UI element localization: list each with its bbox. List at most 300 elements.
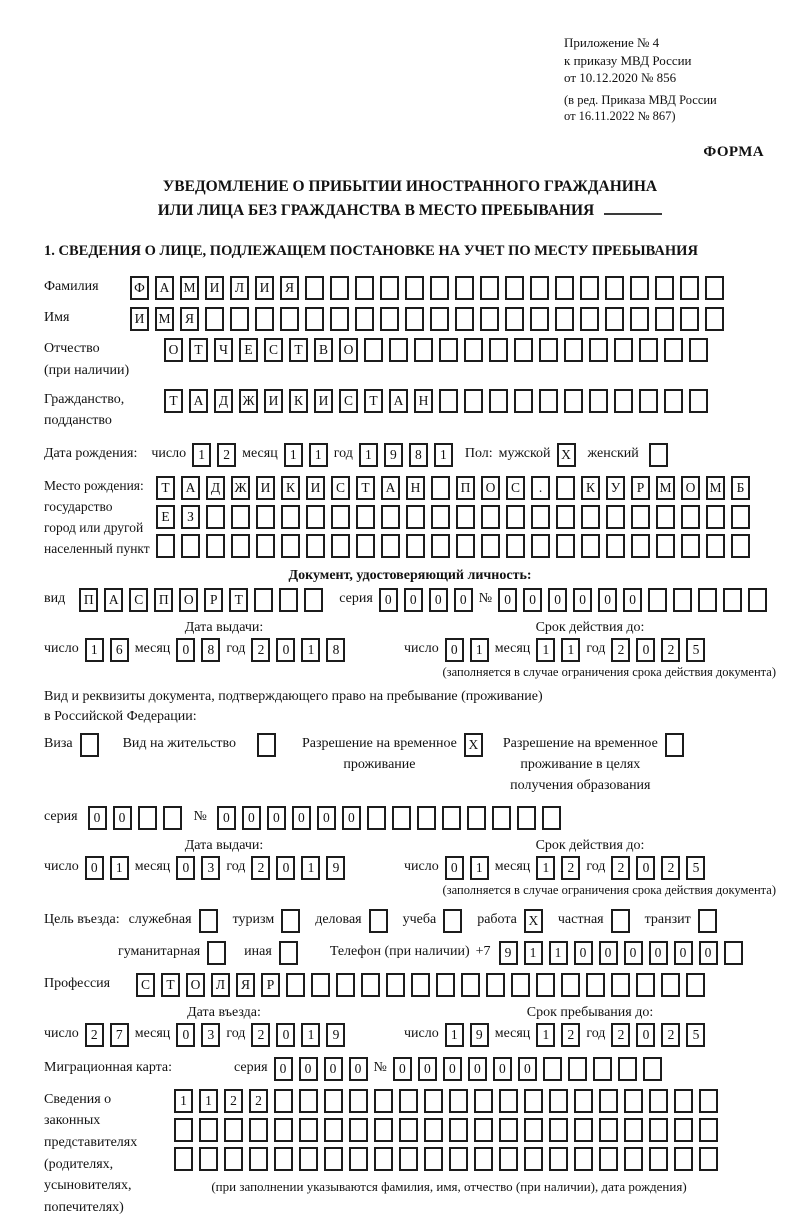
char-box[interactable] bbox=[380, 276, 399, 300]
phone-boxes[interactable] bbox=[499, 941, 749, 965]
char-box[interactable]: К bbox=[289, 389, 308, 413]
permit-issue-day-boxes[interactable] bbox=[85, 856, 135, 880]
char-box[interactable] bbox=[405, 276, 424, 300]
doc-issue-day-boxes[interactable] bbox=[85, 638, 135, 662]
char-box[interactable] bbox=[514, 389, 533, 413]
profession-boxes[interactable] bbox=[136, 973, 711, 997]
char-box[interactable]: К bbox=[581, 476, 600, 500]
char-box[interactable] bbox=[698, 909, 717, 933]
char-box[interactable]: 9 bbox=[326, 856, 345, 880]
char-box[interactable] bbox=[249, 1147, 268, 1171]
char-box[interactable]: П bbox=[456, 476, 475, 500]
char-box[interactable] bbox=[655, 307, 674, 331]
char-box[interactable]: 1 bbox=[359, 443, 378, 467]
char-box[interactable]: 2 bbox=[251, 1023, 270, 1047]
char-box[interactable] bbox=[324, 1089, 343, 1113]
char-box[interactable] bbox=[386, 973, 405, 997]
char-box[interactable] bbox=[467, 806, 486, 830]
doc-valid-month-boxes[interactable] bbox=[536, 638, 586, 662]
char-box[interactable] bbox=[574, 1147, 593, 1171]
char-box[interactable] bbox=[618, 1057, 637, 1081]
char-box[interactable] bbox=[581, 534, 600, 558]
char-box[interactable]: 0 bbox=[404, 588, 423, 612]
char-box[interactable] bbox=[486, 973, 505, 997]
char-box[interactable] bbox=[456, 534, 475, 558]
char-box[interactable] bbox=[699, 1118, 718, 1142]
char-box[interactable] bbox=[605, 307, 624, 331]
legal-rep-boxes-row2[interactable] bbox=[174, 1118, 724, 1142]
char-box[interactable] bbox=[639, 338, 658, 362]
char-box[interactable] bbox=[605, 276, 624, 300]
char-box[interactable]: К bbox=[281, 476, 300, 500]
char-box[interactable]: 0 bbox=[445, 638, 464, 662]
char-box[interactable] bbox=[474, 1118, 493, 1142]
char-box[interactable]: 0 bbox=[217, 806, 236, 830]
char-box[interactable]: Т bbox=[289, 338, 308, 362]
birth-place-boxes-row1[interactable] bbox=[156, 476, 756, 500]
temp-permit-checkbox[interactable] bbox=[464, 733, 489, 757]
char-box[interactable] bbox=[698, 588, 717, 612]
doc-valid-year-boxes[interactable] bbox=[611, 638, 711, 662]
char-box[interactable] bbox=[524, 1118, 543, 1142]
char-box[interactable] bbox=[199, 1118, 218, 1142]
char-box[interactable]: 1 bbox=[470, 856, 489, 880]
char-box[interactable]: У bbox=[606, 476, 625, 500]
char-box[interactable] bbox=[699, 1089, 718, 1113]
char-box[interactable] bbox=[430, 307, 449, 331]
char-box[interactable]: Я bbox=[236, 973, 255, 997]
char-box[interactable] bbox=[564, 338, 583, 362]
char-box[interactable] bbox=[405, 307, 424, 331]
char-box[interactable]: Т bbox=[189, 338, 208, 362]
char-box[interactable]: П bbox=[154, 588, 173, 612]
char-box[interactable] bbox=[499, 1118, 518, 1142]
doc-series-boxes[interactable] bbox=[379, 588, 479, 612]
char-box[interactable]: 0 bbox=[598, 588, 617, 612]
char-box[interactable] bbox=[568, 1057, 587, 1081]
char-box[interactable]: З bbox=[181, 505, 200, 529]
char-box[interactable]: Р bbox=[261, 973, 280, 997]
char-box[interactable]: О bbox=[164, 338, 183, 362]
char-box[interactable]: Т bbox=[161, 973, 180, 997]
char-box[interactable] bbox=[689, 338, 708, 362]
char-box[interactable]: И bbox=[255, 276, 274, 300]
char-box[interactable] bbox=[631, 505, 650, 529]
char-box[interactable]: 2 bbox=[217, 443, 236, 467]
char-box[interactable] bbox=[631, 534, 650, 558]
char-box[interactable] bbox=[349, 1147, 368, 1171]
char-box[interactable]: 0 bbox=[493, 1057, 512, 1081]
char-box[interactable] bbox=[514, 338, 533, 362]
char-box[interactable] bbox=[580, 276, 599, 300]
char-box[interactable] bbox=[356, 505, 375, 529]
char-box[interactable]: 1 bbox=[434, 443, 453, 467]
char-box[interactable]: 0 bbox=[636, 856, 655, 880]
char-box[interactable]: 0 bbox=[324, 1057, 343, 1081]
char-box[interactable]: 2 bbox=[561, 1023, 580, 1047]
char-box[interactable]: 0 bbox=[574, 941, 593, 965]
doc-number-boxes[interactable] bbox=[498, 588, 773, 612]
char-box[interactable] bbox=[624, 1089, 643, 1113]
char-box[interactable] bbox=[649, 443, 668, 467]
char-box[interactable]: 0 bbox=[88, 806, 107, 830]
char-box[interactable]: Я bbox=[180, 307, 199, 331]
char-box[interactable] bbox=[531, 505, 550, 529]
char-box[interactable]: 0 bbox=[623, 588, 642, 612]
char-box[interactable]: 2 bbox=[224, 1089, 243, 1113]
char-box[interactable] bbox=[281, 534, 300, 558]
char-box[interactable] bbox=[206, 505, 225, 529]
char-box[interactable] bbox=[480, 307, 499, 331]
char-box[interactable] bbox=[705, 276, 724, 300]
char-box[interactable] bbox=[705, 307, 724, 331]
char-box[interactable] bbox=[279, 588, 298, 612]
char-box[interactable]: 1 bbox=[561, 638, 580, 662]
char-box[interactable] bbox=[517, 806, 536, 830]
char-box[interactable]: И bbox=[130, 307, 149, 331]
temp-permit-edu-checkbox[interactable] bbox=[665, 733, 690, 757]
char-box[interactable]: Т bbox=[364, 389, 383, 413]
char-box[interactable] bbox=[706, 534, 725, 558]
char-box[interactable] bbox=[536, 973, 555, 997]
char-box[interactable] bbox=[449, 1118, 468, 1142]
birth-place-boxes-row3[interactable] bbox=[156, 534, 756, 558]
char-box[interactable] bbox=[655, 276, 674, 300]
char-box[interactable]: 2 bbox=[611, 856, 630, 880]
char-box[interactable]: 0 bbox=[498, 588, 517, 612]
char-box[interactable] bbox=[256, 534, 275, 558]
purpose-study-checkbox[interactable] bbox=[443, 909, 468, 933]
char-box[interactable]: 0 bbox=[548, 588, 567, 612]
char-box[interactable] bbox=[489, 338, 508, 362]
char-box[interactable]: 0 bbox=[518, 1057, 537, 1081]
char-box[interactable]: 0 bbox=[349, 1057, 368, 1081]
char-box[interactable] bbox=[643, 1057, 662, 1081]
char-box[interactable]: 0 bbox=[636, 638, 655, 662]
char-box[interactable] bbox=[492, 806, 511, 830]
permit-valid-day-boxes[interactable] bbox=[445, 856, 495, 880]
stay-month-boxes[interactable] bbox=[536, 1023, 586, 1047]
char-box[interactable] bbox=[424, 1118, 443, 1142]
char-box[interactable] bbox=[593, 1057, 612, 1081]
char-box[interactable]: А bbox=[381, 476, 400, 500]
char-box[interactable]: М bbox=[656, 476, 675, 500]
purpose-private-checkbox[interactable] bbox=[611, 909, 636, 933]
char-box[interactable]: Л bbox=[230, 276, 249, 300]
char-box[interactable] bbox=[430, 276, 449, 300]
visa-checkbox[interactable] bbox=[80, 733, 105, 757]
char-box[interactable] bbox=[706, 505, 725, 529]
char-box[interactable] bbox=[431, 534, 450, 558]
char-box[interactable]: А bbox=[389, 389, 408, 413]
purpose-official-checkbox[interactable] bbox=[199, 909, 224, 933]
char-box[interactable] bbox=[530, 307, 549, 331]
char-box[interactable] bbox=[480, 276, 499, 300]
char-box[interactable] bbox=[256, 505, 275, 529]
char-box[interactable] bbox=[336, 973, 355, 997]
char-box[interactable] bbox=[674, 1089, 693, 1113]
char-box[interactable]: 2 bbox=[251, 638, 270, 662]
char-box[interactable] bbox=[206, 534, 225, 558]
char-box[interactable] bbox=[599, 1118, 618, 1142]
char-box[interactable] bbox=[305, 307, 324, 331]
char-box[interactable] bbox=[406, 534, 425, 558]
char-box[interactable] bbox=[611, 909, 630, 933]
permit-valid-month-boxes[interactable] bbox=[536, 856, 586, 880]
char-box[interactable]: 1 bbox=[301, 638, 320, 662]
char-box[interactable]: 1 bbox=[536, 1023, 555, 1047]
char-box[interactable]: 0 bbox=[274, 1057, 293, 1081]
char-box[interactable]: Ж bbox=[231, 476, 250, 500]
char-box[interactable]: 0 bbox=[379, 588, 398, 612]
char-box[interactable] bbox=[649, 1118, 668, 1142]
char-box[interactable] bbox=[374, 1089, 393, 1113]
char-box[interactable]: И bbox=[256, 476, 275, 500]
char-box[interactable] bbox=[586, 973, 605, 997]
char-box[interactable] bbox=[511, 973, 530, 997]
char-box[interactable]: 0 bbox=[674, 941, 693, 965]
char-box[interactable] bbox=[279, 941, 298, 965]
char-box[interactable]: Е bbox=[239, 338, 258, 362]
char-box[interactable]: X bbox=[464, 733, 483, 757]
birth-place-boxes-row2[interactable] bbox=[156, 505, 756, 529]
purpose-other-checkbox[interactable] bbox=[279, 941, 304, 965]
char-box[interactable] bbox=[367, 806, 386, 830]
legal-rep-boxes-row3[interactable] bbox=[174, 1147, 724, 1171]
char-box[interactable] bbox=[138, 806, 157, 830]
entry-year-boxes[interactable] bbox=[251, 1023, 351, 1047]
char-box[interactable] bbox=[349, 1118, 368, 1142]
char-box[interactable] bbox=[443, 909, 462, 933]
char-box[interactable] bbox=[424, 1089, 443, 1113]
char-box[interactable] bbox=[330, 276, 349, 300]
entry-month-boxes[interactable] bbox=[176, 1023, 226, 1047]
char-box[interactable]: О bbox=[339, 338, 358, 362]
char-box[interactable]: М bbox=[155, 307, 174, 331]
char-box[interactable]: Д bbox=[214, 389, 233, 413]
char-box[interactable] bbox=[555, 307, 574, 331]
char-box[interactable]: Н bbox=[406, 476, 425, 500]
char-box[interactable]: 1 bbox=[536, 638, 555, 662]
char-box[interactable] bbox=[681, 534, 700, 558]
char-box[interactable] bbox=[255, 307, 274, 331]
char-box[interactable]: 8 bbox=[326, 638, 345, 662]
char-box[interactable]: Т bbox=[356, 476, 375, 500]
char-box[interactable]: А bbox=[104, 588, 123, 612]
char-box[interactable] bbox=[674, 1118, 693, 1142]
char-box[interactable] bbox=[556, 534, 575, 558]
char-box[interactable]: 0 bbox=[429, 588, 448, 612]
char-box[interactable] bbox=[699, 1147, 718, 1171]
char-box[interactable]: 1 bbox=[301, 1023, 320, 1047]
char-box[interactable] bbox=[331, 505, 350, 529]
char-box[interactable] bbox=[656, 534, 675, 558]
char-box[interactable]: 6 bbox=[110, 638, 129, 662]
char-box[interactable]: 1 bbox=[309, 443, 328, 467]
char-box[interactable] bbox=[630, 276, 649, 300]
char-box[interactable] bbox=[381, 534, 400, 558]
char-box[interactable]: 0 bbox=[242, 806, 261, 830]
char-box[interactable] bbox=[274, 1147, 293, 1171]
char-box[interactable]: С bbox=[506, 476, 525, 500]
char-box[interactable] bbox=[589, 389, 608, 413]
char-box[interactable]: А bbox=[189, 389, 208, 413]
char-box[interactable]: 7 bbox=[110, 1023, 129, 1047]
char-box[interactable] bbox=[305, 276, 324, 300]
char-box[interactable] bbox=[361, 973, 380, 997]
char-box[interactable] bbox=[207, 941, 226, 965]
char-box[interactable] bbox=[355, 276, 374, 300]
char-box[interactable] bbox=[442, 806, 461, 830]
char-box[interactable] bbox=[589, 338, 608, 362]
char-box[interactable] bbox=[630, 307, 649, 331]
char-box[interactable] bbox=[299, 1147, 318, 1171]
char-box[interactable] bbox=[199, 1147, 218, 1171]
char-box[interactable] bbox=[399, 1089, 418, 1113]
char-box[interactable]: 0 bbox=[276, 1023, 295, 1047]
char-box[interactable]: 2 bbox=[85, 1023, 104, 1047]
purpose-business-checkbox[interactable] bbox=[369, 909, 394, 933]
char-box[interactable]: 0 bbox=[523, 588, 542, 612]
char-box[interactable]: 1 bbox=[536, 856, 555, 880]
permit-issue-year-boxes[interactable] bbox=[251, 856, 351, 880]
char-box[interactable] bbox=[281, 505, 300, 529]
char-box[interactable] bbox=[731, 505, 750, 529]
char-box[interactable] bbox=[369, 909, 388, 933]
char-box[interactable] bbox=[506, 505, 525, 529]
char-box[interactable] bbox=[489, 389, 508, 413]
permit-series-boxes[interactable] bbox=[88, 806, 188, 830]
char-box[interactable] bbox=[624, 1147, 643, 1171]
birth-year-boxes[interactable] bbox=[359, 443, 459, 467]
char-box[interactable] bbox=[464, 338, 483, 362]
char-box[interactable] bbox=[681, 505, 700, 529]
char-box[interactable] bbox=[664, 338, 683, 362]
char-box[interactable] bbox=[304, 588, 323, 612]
char-box[interactable] bbox=[505, 276, 524, 300]
char-box[interactable]: С bbox=[136, 973, 155, 997]
char-box[interactable] bbox=[564, 389, 583, 413]
char-box[interactable] bbox=[614, 338, 633, 362]
char-box[interactable] bbox=[531, 534, 550, 558]
char-box[interactable] bbox=[674, 1147, 693, 1171]
char-box[interactable]: С bbox=[264, 338, 283, 362]
char-box[interactable]: 8 bbox=[201, 638, 220, 662]
birth-day-boxes[interactable] bbox=[192, 443, 242, 467]
char-box[interactable] bbox=[181, 534, 200, 558]
char-box[interactable] bbox=[230, 307, 249, 331]
char-box[interactable]: 1 bbox=[85, 638, 104, 662]
char-box[interactable]: 0 bbox=[267, 806, 286, 830]
char-box[interactable] bbox=[231, 534, 250, 558]
char-box[interactable]: 1 bbox=[284, 443, 303, 467]
char-box[interactable]: 2 bbox=[251, 856, 270, 880]
permit-number-boxes[interactable] bbox=[217, 806, 567, 830]
char-box[interactable] bbox=[680, 307, 699, 331]
char-box[interactable]: 0 bbox=[342, 806, 361, 830]
char-box[interactable] bbox=[580, 307, 599, 331]
char-box[interactable]: 9 bbox=[499, 941, 518, 965]
char-box[interactable] bbox=[224, 1147, 243, 1171]
char-box[interactable] bbox=[455, 276, 474, 300]
char-box[interactable] bbox=[474, 1089, 493, 1113]
char-box[interactable]: 9 bbox=[384, 443, 403, 467]
char-box[interactable]: А bbox=[181, 476, 200, 500]
char-box[interactable] bbox=[723, 588, 742, 612]
char-box[interactable]: 1 bbox=[470, 638, 489, 662]
char-box[interactable] bbox=[381, 505, 400, 529]
char-box[interactable] bbox=[349, 1089, 368, 1113]
char-box[interactable] bbox=[174, 1118, 193, 1142]
char-box[interactable] bbox=[499, 1147, 518, 1171]
char-box[interactable]: 1 bbox=[192, 443, 211, 467]
char-box[interactable]: 0 bbox=[276, 856, 295, 880]
char-box[interactable] bbox=[524, 1147, 543, 1171]
char-box[interactable] bbox=[431, 505, 450, 529]
purpose-work-checkbox[interactable] bbox=[524, 909, 549, 933]
char-box[interactable]: 3 bbox=[201, 856, 220, 880]
char-box[interactable]: 0 bbox=[176, 638, 195, 662]
birth-month-boxes[interactable] bbox=[284, 443, 334, 467]
char-box[interactable] bbox=[539, 389, 558, 413]
char-box[interactable] bbox=[257, 733, 276, 757]
char-box[interactable] bbox=[599, 1089, 618, 1113]
char-box[interactable]: 0 bbox=[599, 941, 618, 965]
char-box[interactable] bbox=[549, 1118, 568, 1142]
char-box[interactable] bbox=[424, 1147, 443, 1171]
char-box[interactable]: 0 bbox=[317, 806, 336, 830]
char-box[interactable] bbox=[524, 1089, 543, 1113]
char-box[interactable]: 2 bbox=[611, 638, 630, 662]
char-box[interactable] bbox=[254, 588, 273, 612]
char-box[interactable]: 0 bbox=[454, 588, 473, 612]
char-box[interactable] bbox=[163, 806, 182, 830]
char-box[interactable] bbox=[399, 1118, 418, 1142]
char-box[interactable] bbox=[330, 307, 349, 331]
char-box[interactable]: 5 bbox=[686, 638, 705, 662]
char-box[interactable] bbox=[356, 534, 375, 558]
male-checkbox[interactable] bbox=[557, 443, 582, 467]
char-box[interactable] bbox=[481, 505, 500, 529]
char-box[interactable]: Ч bbox=[214, 338, 233, 362]
char-box[interactable] bbox=[439, 338, 458, 362]
char-box[interactable]: 1 bbox=[301, 856, 320, 880]
char-box[interactable]: 3 bbox=[201, 1023, 220, 1047]
char-box[interactable] bbox=[661, 973, 680, 997]
char-box[interactable] bbox=[411, 973, 430, 997]
char-box[interactable]: Ж bbox=[239, 389, 258, 413]
char-box[interactable] bbox=[649, 1147, 668, 1171]
char-box[interactable]: С bbox=[331, 476, 350, 500]
char-box[interactable] bbox=[224, 1118, 243, 1142]
char-box[interactable] bbox=[355, 307, 374, 331]
permit-issue-month-boxes[interactable] bbox=[176, 856, 226, 880]
char-box[interactable]: 2 bbox=[561, 856, 580, 880]
char-box[interactable] bbox=[556, 476, 575, 500]
char-box[interactable] bbox=[731, 534, 750, 558]
char-box[interactable] bbox=[324, 1147, 343, 1171]
char-box[interactable]: С bbox=[339, 389, 358, 413]
legal-rep-boxes-row1[interactable] bbox=[174, 1089, 724, 1113]
char-box[interactable] bbox=[274, 1118, 293, 1142]
char-box[interactable] bbox=[455, 307, 474, 331]
doc-issue-year-boxes[interactable] bbox=[251, 638, 351, 662]
char-box[interactable]: 0 bbox=[699, 941, 718, 965]
char-box[interactable] bbox=[542, 806, 561, 830]
char-box[interactable] bbox=[306, 505, 325, 529]
char-box[interactable] bbox=[505, 307, 524, 331]
char-box[interactable]: Т bbox=[156, 476, 175, 500]
